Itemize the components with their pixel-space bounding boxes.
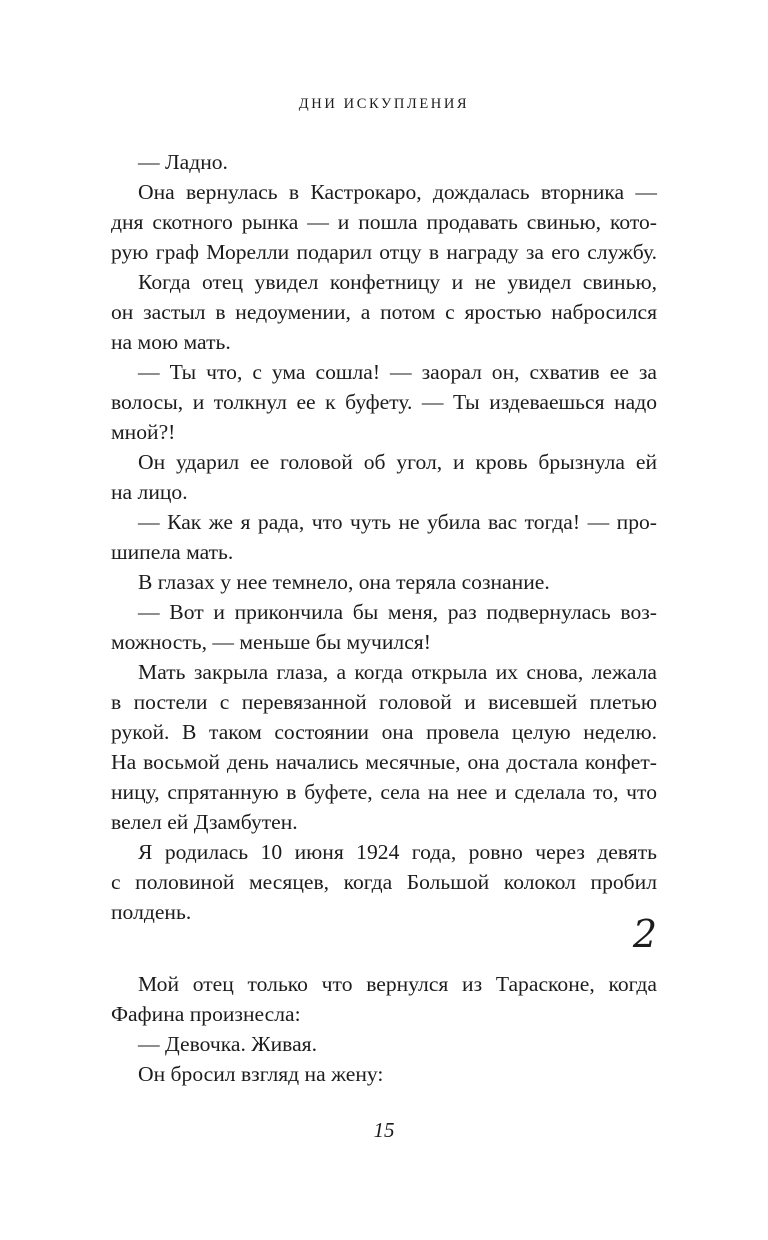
text-line: Он бросил взгляд на жену:: [138, 1062, 384, 1086]
text-line: на лицо.: [111, 480, 188, 504]
page-number: 15: [373, 1118, 395, 1142]
text-line: В глазах у нее темнело, она теряла сознание.: [138, 570, 550, 594]
text-line: в постели с перевязанной головой и висевшей плетью: [111, 690, 657, 714]
text-line: велел ей Дзамбутен.: [111, 810, 298, 834]
text-line: На восьмой день начались месячные, она достала конфет-: [111, 750, 657, 774]
text-line: Мать закрыла глаза, а когда открыла их снова, лежала: [138, 660, 657, 684]
text-line: Фафина произнесла:: [111, 1002, 301, 1026]
text-line: на мою мать.: [111, 330, 231, 354]
text-line: можность, — меньше бы мучился!: [111, 630, 431, 654]
text-line: — Ты что, с ума сошла! — заорал он, схватив ее за: [138, 360, 657, 384]
text-line: — Ладно.: [138, 150, 228, 174]
text-line: с половиной месяцев, когда Большой колокол пробил: [111, 870, 657, 894]
text-line: рукой. В таком состоянии она провела целую неделю.: [111, 720, 657, 744]
text-line: полдень.: [111, 900, 192, 924]
body-text-section-1: [111, 147, 657, 927]
text-line: ницу, спрятанную в буфете, села на нее и сделала то, что: [111, 780, 657, 804]
text-line: Мой отец только что вернулся из Тарасконе, когда: [138, 972, 657, 996]
text-line: Когда отец увидел конфетницу и не увидел свинью,: [138, 270, 657, 294]
text-line: Я родилась 10 июня 1924 года, ровно через девять: [138, 840, 657, 864]
body-text-section-2: [111, 969, 657, 1089]
text-line: — Вот и прикончила бы меня, раз подвернулась воз-: [138, 600, 657, 624]
text-line: Она вернулась в Кастрокаро, дождалась вторника —: [138, 180, 657, 204]
text-line: мной?!: [111, 420, 176, 444]
text-line: волосы, и толкнул ее к буфету. — Ты издеваешься надо: [111, 390, 657, 414]
chapter-number: 2: [632, 912, 657, 956]
text-line: шипела мать.: [111, 540, 234, 564]
running-head: ДНИ ИСКУПЛЕНИЯ: [298, 96, 470, 112]
text-line: дня скотного рынка — и пошла продавать свинью, кото-: [111, 210, 657, 234]
text-line: — Как же я рада, что чуть не убила вас тогда! — про-: [138, 510, 657, 534]
text-line: Он ударил ее головой об угол, и кровь брызнула ей: [138, 450, 657, 474]
text-line: он застыл в недоумении, а потом с яростью набросился: [111, 300, 657, 324]
text-line: — Девочка. Живая.: [138, 1032, 317, 1056]
text-line: рую граф Морелли подарил отцу в награду за его службу.: [111, 240, 657, 264]
